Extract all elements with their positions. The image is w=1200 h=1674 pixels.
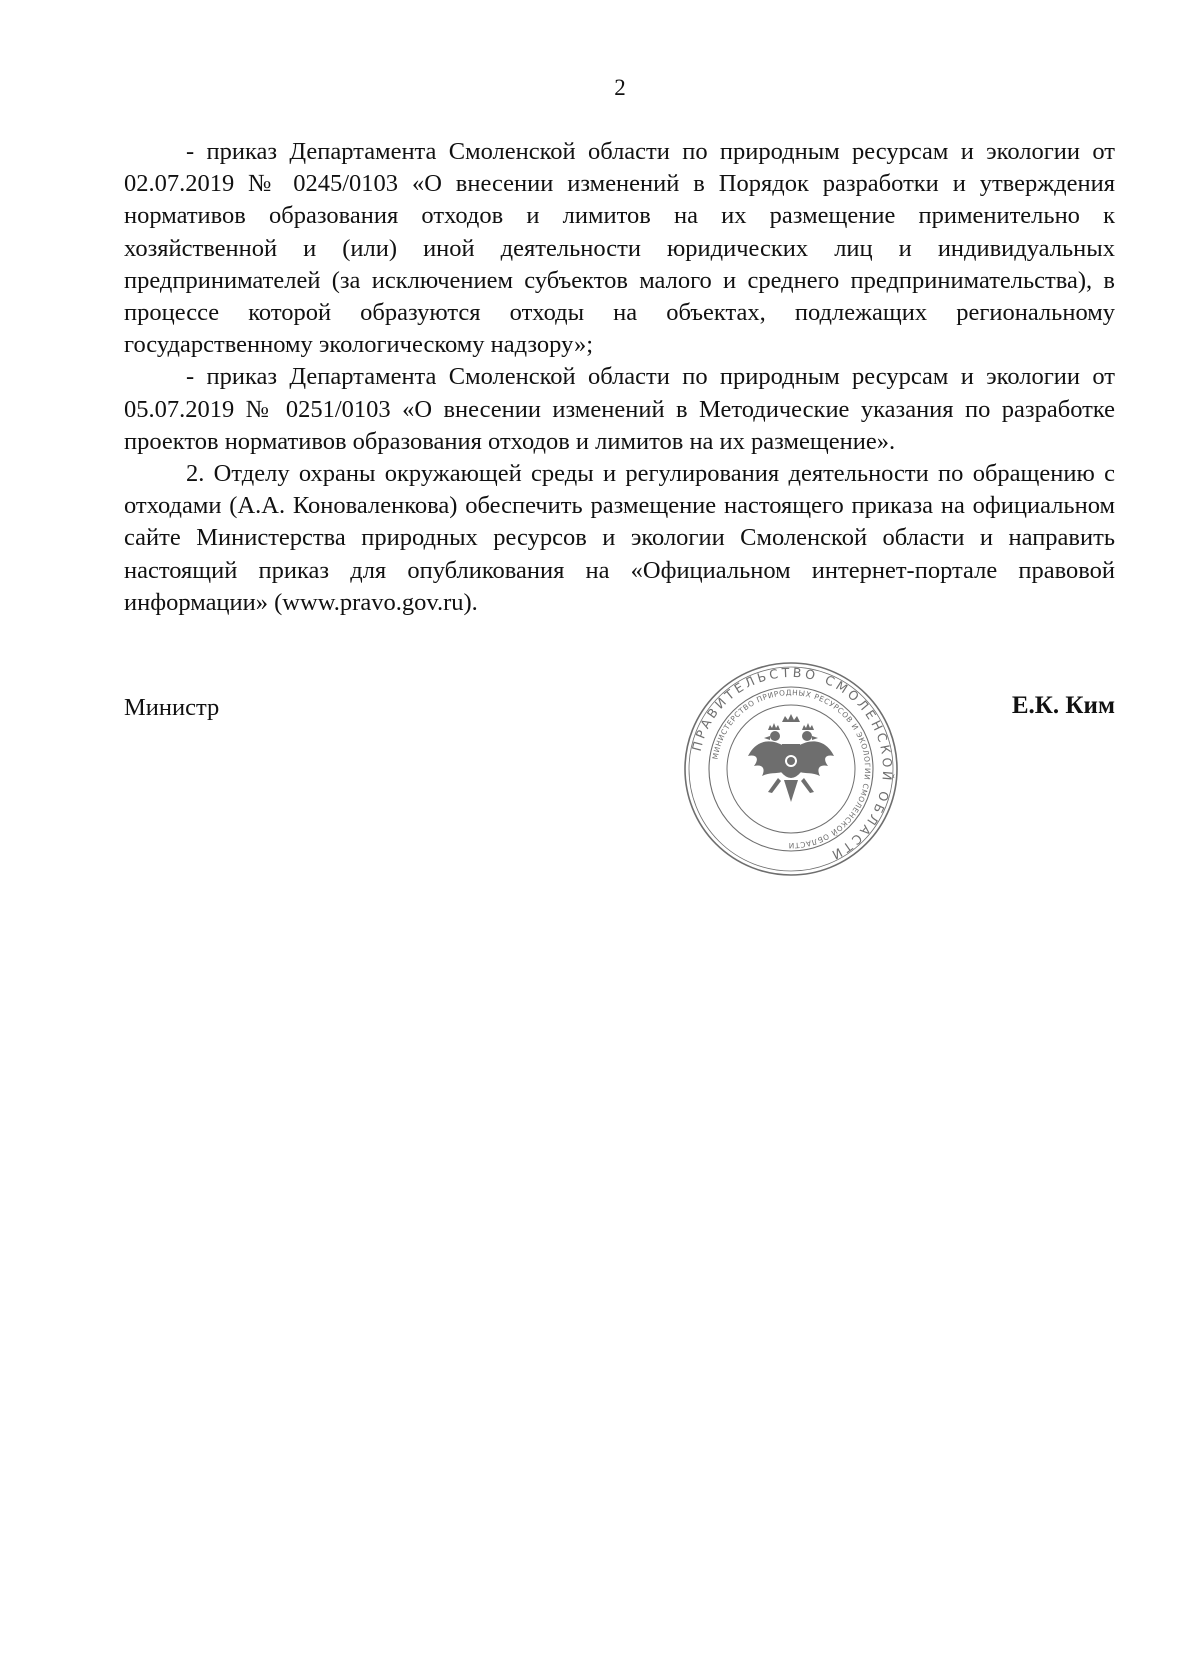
signature-block xyxy=(124,694,1115,734)
paragraph-order-0245: - приказ Департамента Смоленской области по природным ресурсам и экологии от 02.07.2019 № 0245/0103 «О внесении изменений в Порядок разработки и утверждения нормативов образования отходов и лимитов на их размещение применительно к хозяйственной и (или) иной деятельности юридических лиц и индивидуальных предпринимателей (за исключением субъектов малого и среднего предпринимательства), в процессе которой образуются отходы на объектах, подлежащих региональному государственному экологическому надзору»; xyxy=(124,138,1115,359)
signer-position: Министр xyxy=(124,694,220,721)
order-body xyxy=(124,136,1115,619)
paragraph-order-0251: - приказ Департамента Смоленской области по природным ресурсам и экологии от 05.07.2019 № 0251/0103 «О внесении изменений в Методические указания по разработке проектов нормативов образования отходов и лимитов на их размещение». xyxy=(124,363,1115,455)
page-number: 2 xyxy=(614,75,626,100)
paragraph-publication-instruction: 2. Отделу охраны окружающей среды и регулирования деятельности по обращению с отходами (А.А. Коноваленкова) обеспечить размещение настоящего приказа на официальном сайте Министерства природных ресурсов и экологии Смоленской области и направить настоящий приказ для опубликования на «Официальном интернет-портале правовой информации» (www.pravo.gov.ru). xyxy=(124,460,1115,616)
seal-outer-text: ПРАВИТЕЛЬСТВО СМОЛЕНСКОЙ ОБЛАСТИ xyxy=(688,664,896,864)
official-seal-stamp xyxy=(682,660,900,878)
signer-name: Е.К. Ким xyxy=(1011,692,1115,719)
seal-inner-text: МИНИСТЕРСТВО ПРИРОДНЫХ РЕСУРСОВ И ЭКОЛОГИИ СМОЛЕНСКОЙ ОБЛАСТИ xyxy=(710,687,873,851)
seal-rider-emblem xyxy=(787,757,795,765)
